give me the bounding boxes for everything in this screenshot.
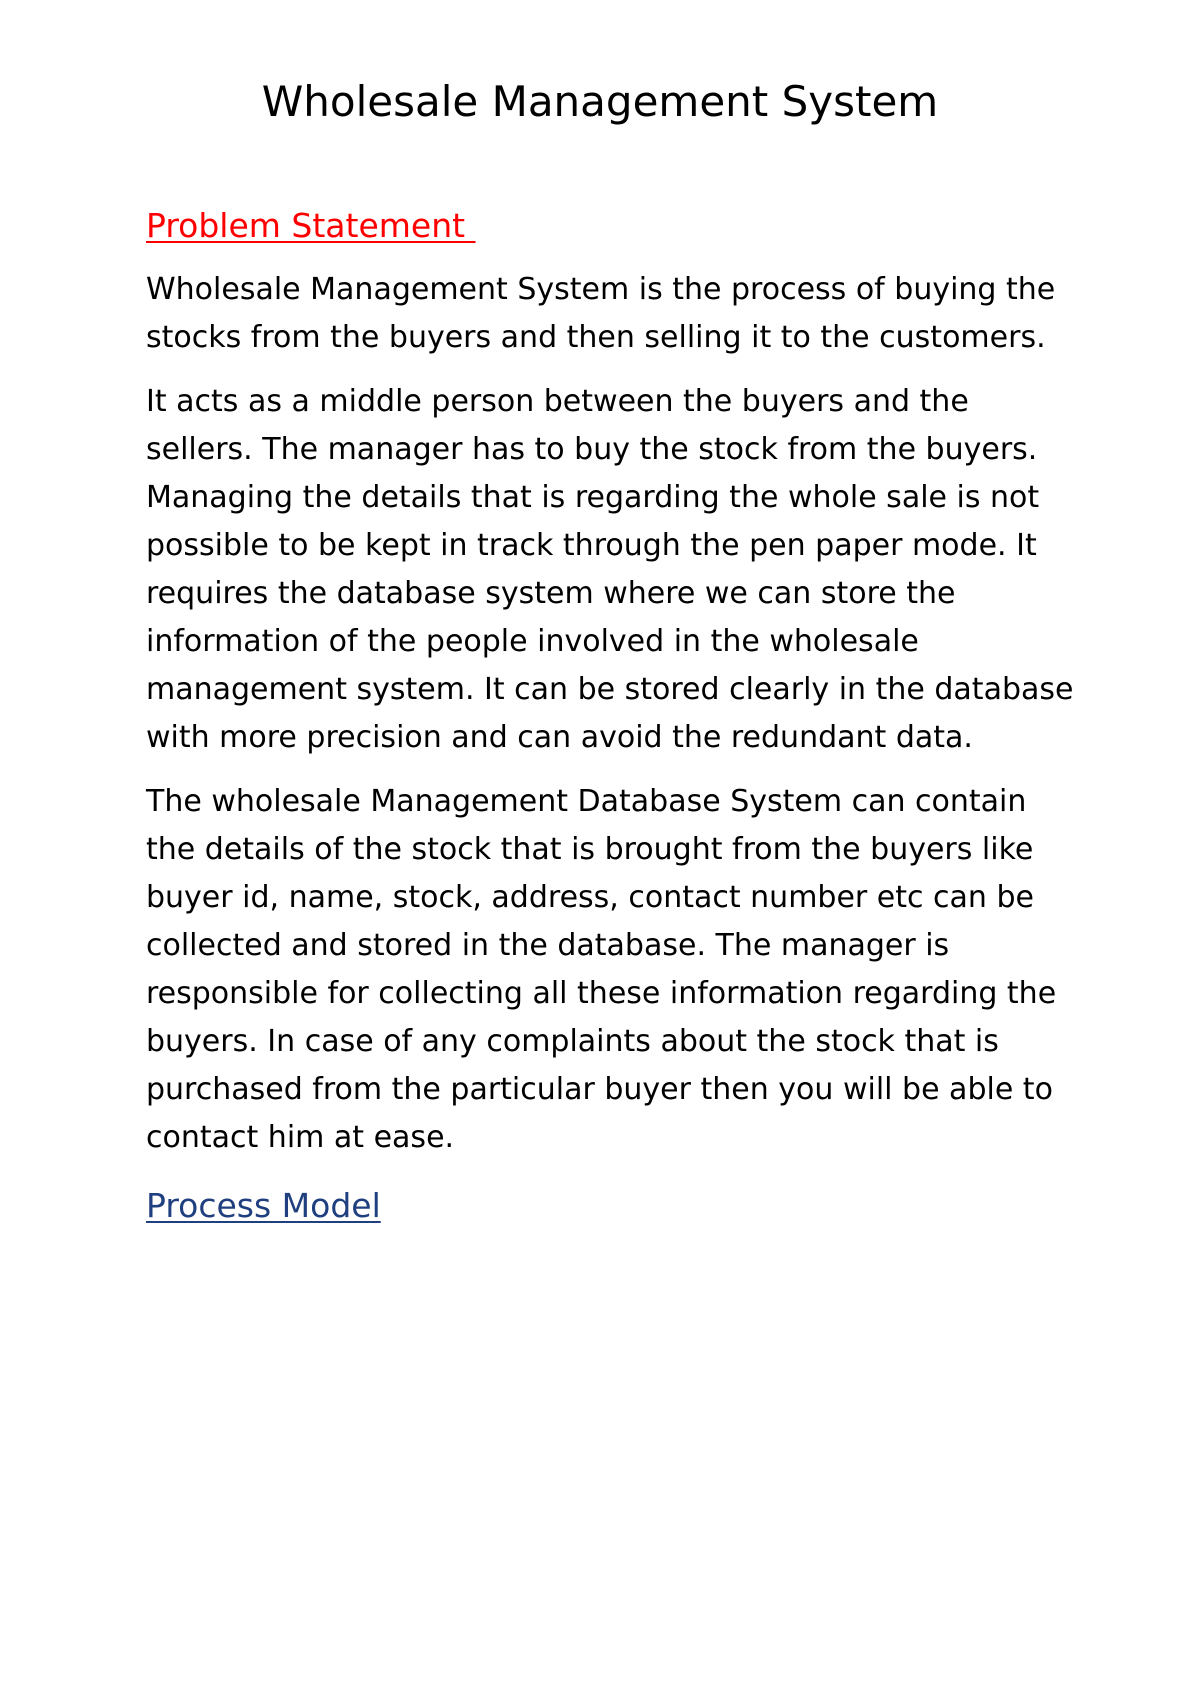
document-title: Wholesale Management System xyxy=(261,77,939,126)
paragraph-role: It acts as a middle person between the buyers and the sellers. The manager has to buy the stock from the buyers. Managing the details that is regarding the whole sale is not possible to be kept in track through the pen paper mode. It requires the database system where we can store the information of the people involved in the wholesale management system. It can be stored clearly in the database with more precision and can avoid the redundant data. xyxy=(146,384,1074,755)
paragraph-definition: Wholesale Management System is the process of buying the stocks from the buyers and then selling it to the customers. xyxy=(146,272,1056,355)
process-model-heading: Process Model xyxy=(146,1186,381,1225)
document-body xyxy=(146,198,1076,1234)
problem-statement-heading: Problem Statement xyxy=(146,206,476,245)
paragraph-database-contents: The wholesale Management Database System can contain the details of the stock that is brought from the buyers like buyer id, name, stock, address, contact number etc can be collected and stored in the database. The manager is responsible for collecting all these information regarding the buyers. In case of any complaints about the stock that is purchased from the particular buyer then you will be able to contact him at ease. xyxy=(146,784,1057,1155)
